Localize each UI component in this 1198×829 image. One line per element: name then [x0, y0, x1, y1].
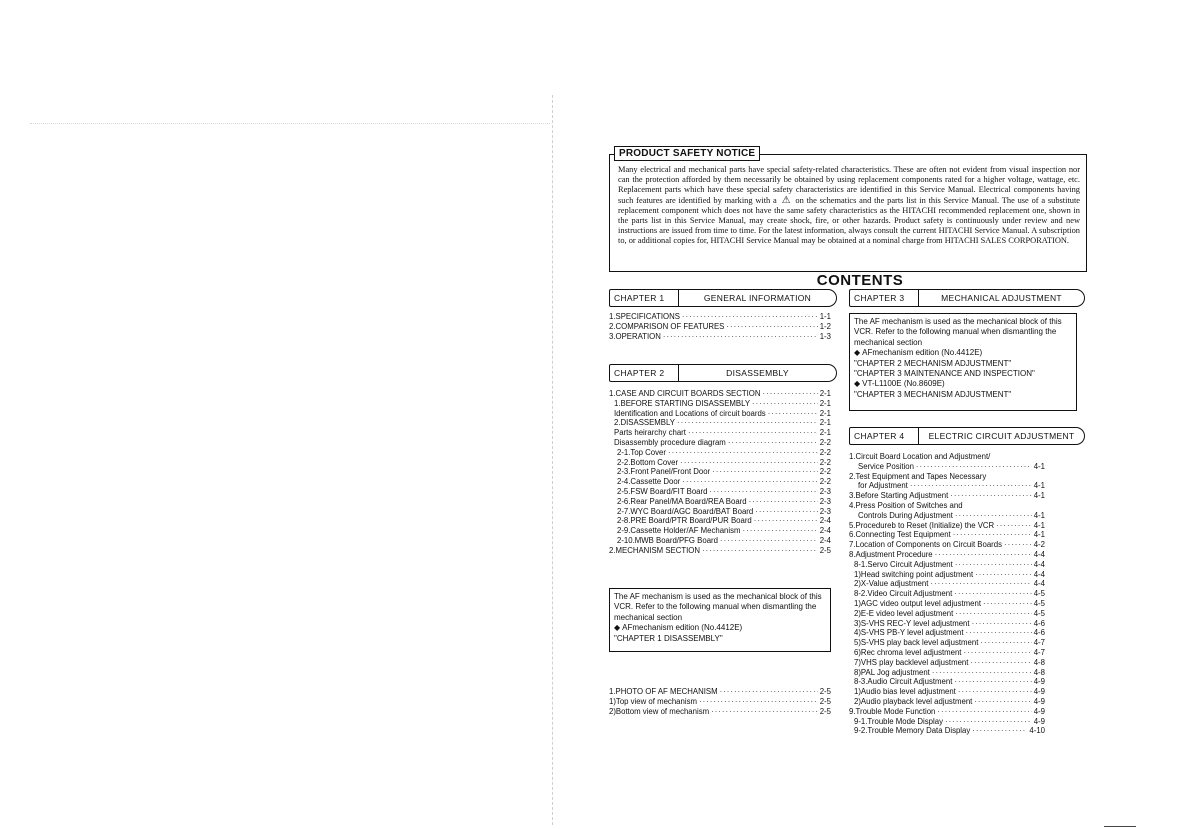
- toc-leader-dots: [910, 481, 1032, 491]
- chapter-3-header: [849, 289, 1085, 307]
- toc-entry-label: 9-1.Trouble Mode Display: [854, 716, 943, 726]
- note-chapter-line: "CHAPTER 2 MECHANISM ADJUSTMENT": [854, 358, 1012, 368]
- toc-entry-label: 2.MECHANISM SECTION: [609, 545, 700, 555]
- toc-entry-label: 2-9.Cassette Holder/AF Mechanism: [617, 526, 741, 536]
- toc-entry: [849, 521, 1045, 531]
- toc-entry-page: 4-4: [1033, 579, 1045, 589]
- toc-leader-dots: [682, 312, 818, 322]
- toc-entry-label: 2-3.Front Panel/Front Door: [617, 467, 711, 477]
- toc-entry: [609, 477, 831, 487]
- toc-entry: [849, 628, 1045, 638]
- toc-leader-dots: [963, 648, 1031, 658]
- toc-entry: [609, 497, 831, 507]
- chapter-title: GENERAL INFORMATION: [703, 293, 812, 303]
- toc-entry: [849, 697, 1045, 707]
- toc-leader-dots: [743, 526, 818, 536]
- toc-entry-page: 4-6: [1033, 618, 1045, 628]
- toc-leader-dots: [953, 530, 1032, 540]
- toc-entry-label: 1)Audio bias level adjustment: [854, 687, 956, 697]
- toc-entry-label: 1.BEFORE STARTING DISASSEMBLY: [614, 398, 751, 408]
- toc-entry: [849, 658, 1045, 668]
- toc-entry: [849, 491, 1045, 501]
- scan-artifact-line: [30, 123, 550, 124]
- toc-entry-label: Service Position: [858, 461, 914, 471]
- toc-entry: [609, 448, 831, 458]
- toc-entry: [849, 589, 1045, 599]
- warning-triangle-icon: ⚠: [781, 194, 791, 206]
- toc-entry-label: 8-3.Audio Circuit Adjustment: [854, 677, 953, 687]
- toc-entry-page: 4-1: [1033, 510, 1045, 520]
- toc-entry-label: 3.OPERATION: [609, 331, 661, 341]
- safety-notice-title: PRODUCT SAFETY NOTICE: [614, 146, 760, 161]
- toc-entry: [609, 458, 831, 468]
- toc-leader-dots: [752, 399, 818, 409]
- toc-entry-label: 2)Bottom view of mechanism: [609, 706, 710, 716]
- toc-entry-page: 4-9: [1033, 687, 1045, 697]
- toc-leader-dots: [945, 717, 1032, 727]
- toc-entry: [849, 579, 1045, 589]
- toc-entry: [609, 332, 831, 342]
- toc-entry: [849, 570, 1045, 580]
- toc-entry-label: 2-6.Rear Panel/MA Board/REA Board: [617, 496, 747, 506]
- chapter-number: CHAPTER 1: [610, 290, 679, 306]
- toc-entry: [609, 389, 831, 399]
- toc-entry-label: 3.Before Starting Adjustment: [849, 491, 949, 501]
- toc-leader-dots: [970, 658, 1031, 668]
- toc-entry-page: 4-7: [1033, 647, 1045, 657]
- toc-entry: [609, 312, 831, 322]
- toc-entry: [609, 516, 831, 526]
- toc-entry-page: 2-4: [819, 526, 831, 536]
- toc-entry: [849, 619, 1045, 629]
- toc-leader-dots: [726, 322, 817, 332]
- toc-entry-page: 4-5: [1033, 598, 1045, 608]
- toc-entry-label: 1.Circuit Board Location and Adjustment/: [849, 452, 991, 461]
- safety-notice-text: [618, 165, 1080, 247]
- toc-entry-label: 4.Press Position of Switches and: [849, 500, 963, 510]
- toc-entry-label: 6.Connecting Test Equipment: [849, 530, 951, 540]
- toc-leader-dots: [720, 536, 818, 546]
- toc-entry: [849, 550, 1045, 560]
- chapter-2-toc: [609, 389, 831, 556]
- toc-entry-label: for Adjustment: [858, 481, 908, 491]
- toc-entry-page: 4-9: [1033, 677, 1045, 687]
- toc-entry: [849, 540, 1045, 550]
- toc-entry-label: 2)Audio playback level adjustment: [854, 696, 973, 706]
- toc-entry-page: 1-2: [819, 321, 831, 331]
- toc-entry-label: 2-8.PRE Board/PTR Board/PUR Board: [617, 516, 752, 526]
- toc-entry: [609, 687, 831, 697]
- toc-entry-page: 4-5: [1033, 589, 1045, 599]
- toc-entry: [609, 546, 831, 556]
- toc-entry: [609, 428, 831, 438]
- note-manual-line: ◆ AFmechanism edition (No.4412E): [854, 348, 983, 358]
- toc-leader-dots: [663, 332, 818, 342]
- toc-entry-label: 2.Test Equipment and Tapes Necessary: [849, 471, 987, 481]
- toc-leader-dots: [950, 491, 1031, 501]
- toc-leader-dots: [916, 462, 1032, 472]
- toc-leader-dots: [688, 428, 818, 438]
- toc-entry-label: 1.PHOTO OF AF MECHANISM: [609, 687, 718, 696]
- toc-entry-label: 8)PAL Jog adjustment: [854, 667, 930, 677]
- toc-entry-label: 5)S-VHS play back level adjustment: [854, 638, 979, 648]
- toc-leader-dots: [972, 726, 1027, 736]
- toc-leader-dots: [702, 546, 818, 556]
- note-chapter-line: "CHAPTER 3 MECHANISM ADJUSTMENT": [854, 389, 1012, 399]
- toc-leader-dots: [974, 697, 1031, 707]
- toc-entry-label: 8-1.Servo Circuit Adjustment: [854, 559, 953, 569]
- toc-leader-dots: [682, 477, 817, 487]
- diamond-bullet-icon: ◆: [854, 379, 861, 389]
- toc-entry-label: 8-2.Video Circuit Adjustment: [854, 589, 953, 599]
- toc-entry-label: 2-7.WYC Board/AGC Board/BAT Board: [617, 506, 754, 516]
- toc-entry-page: 2-3: [819, 496, 831, 506]
- toc-entry-page: 2-5: [819, 545, 831, 555]
- toc-leader-dots: [668, 448, 818, 458]
- toc-leader-dots: [709, 487, 817, 497]
- chapter-4-header: [849, 427, 1085, 445]
- note-text: The AF mechanism is used as the mechanical block of this VCR. Refer to the following manual when dismantling the mechanical section: [614, 592, 822, 622]
- toc-entry-label: 2.DISASSEMBLY: [614, 418, 675, 428]
- toc-entry: [609, 467, 831, 477]
- toc-leader-dots: [1004, 540, 1032, 550]
- toc-entry-page: 4-4: [1033, 559, 1045, 569]
- toc-entry-page: 2-5: [819, 696, 831, 706]
- toc-entry-page: 2-3: [819, 486, 831, 496]
- toc-leader-dots: [983, 599, 1032, 609]
- toc-entry-page: 4-8: [1033, 667, 1045, 677]
- toc-entry: [849, 462, 1045, 472]
- toc-entry-page: 2-2: [819, 437, 831, 447]
- toc-entry: [609, 438, 831, 448]
- toc-entry-label: 7.Location of Components on Circuit Boards: [849, 540, 1002, 550]
- toc-entry-page: 4-9: [1033, 716, 1045, 726]
- toc-entry-page: 4-5: [1033, 608, 1045, 618]
- toc-entry-label: Identification and Locations of circuit boards: [614, 408, 766, 418]
- note-text: The AF mechanism is used as the mechanical block of this VCR. Refer to the following manual when dismantling the mechanical section: [854, 317, 1062, 347]
- chapter-1-header: [609, 289, 837, 307]
- toc-leader-dots: [954, 677, 1031, 687]
- toc-leader-dots: [932, 668, 1032, 678]
- chapter-number: CHAPTER 2: [610, 365, 679, 381]
- toc-entry: [849, 668, 1045, 678]
- toc-entry: [609, 697, 831, 707]
- toc-leader-dots: [930, 579, 1031, 589]
- toc-entry-page: 2-2: [819, 467, 831, 477]
- chapter-number: CHAPTER 3: [850, 290, 919, 306]
- corner-mark: [1104, 826, 1136, 827]
- toc-leader-dots: [728, 438, 818, 448]
- toc-entry: [609, 409, 831, 419]
- note-manual-line: ◆ AFmechanism edition (No.4412E): [614, 623, 743, 633]
- toc-entry: [609, 526, 831, 536]
- toc-entry: [849, 648, 1045, 658]
- toc-entry-label: Disassembly procedure diagram: [614, 437, 726, 447]
- toc-entry-page: 2-1: [819, 398, 831, 408]
- toc-entry: [849, 511, 1045, 521]
- toc-entry-page: 4-6: [1033, 628, 1045, 638]
- chapter-4-toc: [849, 452, 1045, 736]
- toc-leader-dots: [720, 687, 818, 697]
- toc-entry: [609, 322, 831, 332]
- toc-entry-label: 1)AGC video output level adjustment: [854, 598, 981, 608]
- toc-entry-page: 4-1: [1033, 530, 1045, 540]
- toc-entry-label: 7)VHS play backlevel adjustment: [854, 657, 969, 667]
- toc-entry: [849, 707, 1045, 717]
- chapter-3-note-box: [849, 313, 1077, 411]
- toc-entry-label: 2-10.MWB Board/PFG Board: [617, 535, 718, 545]
- toc-entry-page: 2-1: [819, 408, 831, 418]
- toc-entry-page: 4-9: [1033, 706, 1045, 716]
- toc-entry: [849, 472, 1045, 482]
- page-fold-line: [552, 95, 554, 825]
- toc-entry-page: 2-4: [819, 535, 831, 545]
- toc-entry-page: 4-7: [1033, 638, 1045, 648]
- toc-entry: [609, 707, 831, 717]
- toc-entry: [849, 501, 1045, 511]
- toc-entry-label: 1)Head switching point adjustment: [854, 569, 974, 579]
- toc-leader-dots: [937, 707, 1031, 717]
- toc-entry-label: 2)E-E video level adjustment: [854, 608, 954, 618]
- toc-leader-dots: [980, 638, 1031, 648]
- toc-entry-page: 2-1: [819, 389, 831, 398]
- toc-entry: [849, 687, 1045, 697]
- toc-entry-page: 2-1: [819, 428, 831, 438]
- toc-entry-page: 4-10: [1029, 726, 1045, 736]
- toc-entry: [849, 452, 1045, 462]
- toc-entry: [849, 530, 1045, 540]
- toc-leader-dots: [966, 628, 1032, 638]
- toc-entry-page: 2-2: [819, 477, 831, 487]
- toc-leader-dots: [955, 511, 1032, 521]
- toc-entry-label: 2)X-Value adjustment: [854, 579, 929, 589]
- contents-heading: CONTENTS: [816, 272, 904, 289]
- toc-entry: [849, 726, 1045, 736]
- toc-leader-dots: [680, 458, 818, 468]
- toc-leader-dots: [955, 560, 1032, 570]
- toc-leader-dots: [711, 707, 818, 717]
- toc-entry: [609, 418, 831, 428]
- toc-entry-label: 9.Trouble Mode Function: [849, 706, 936, 716]
- toc-leader-dots: [935, 550, 1032, 560]
- toc-entry-page: 4-1: [1033, 520, 1045, 530]
- toc-leader-dots: [958, 687, 1032, 697]
- toc-entry-page: 4-9: [1033, 696, 1045, 706]
- note-chapter-line: "CHAPTER 1 DISASSEMBLY": [614, 633, 723, 643]
- toc-leader-dots: [677, 418, 818, 428]
- toc-entry-label: 9-2.Trouble Memory Data Display: [854, 726, 971, 736]
- toc-leader-dots: [749, 497, 818, 507]
- toc-leader-dots: [754, 516, 818, 526]
- toc-entry-label: 2-1.Top Cover: [617, 447, 666, 457]
- diamond-bullet-icon: ◆: [854, 348, 861, 358]
- toc-entry-page: 4-1: [1033, 491, 1045, 501]
- toc-entry-label: 5.Procedureb to Reset (Initialize) the VCR: [849, 520, 995, 530]
- toc-leader-dots: [954, 589, 1031, 599]
- toc-entry-page: 4-2: [1033, 540, 1045, 550]
- toc-leader-dots: [955, 609, 1031, 619]
- toc-leader-dots: [763, 389, 818, 399]
- toc-leader-dots: [755, 507, 818, 517]
- chapter-title: MECHANICAL ADJUSTMENT: [941, 293, 1062, 303]
- chapter-number: CHAPTER 4: [850, 428, 919, 444]
- toc-leader-dots: [712, 467, 818, 477]
- chapter-title: DISASSEMBLY: [726, 368, 789, 378]
- toc-entry-label: 8.Adjustment Procedure: [849, 549, 933, 559]
- toc-entry-label: 1.SPECIFICATIONS: [609, 312, 680, 321]
- toc-entry-page: 4-1: [1033, 461, 1045, 471]
- toc-entry-page: 4-4: [1033, 549, 1045, 559]
- toc-entry-label: 2-4.Cassette Door: [617, 477, 681, 487]
- toc-entry-label: 4)S-VHS PB-Y level adjustment: [854, 628, 964, 638]
- toc-entry-page: 2-4: [819, 516, 831, 526]
- chapter-2-header: [609, 364, 837, 382]
- toc-entry: [609, 536, 831, 546]
- toc-entry: [849, 638, 1045, 648]
- diamond-bullet-icon: ◆: [614, 623, 621, 633]
- toc-entry-label: Parts heirarchy chart: [614, 428, 686, 438]
- toc-entry: [849, 560, 1045, 570]
- toc-entry-label: 2-2.Bottom Cover: [617, 457, 679, 467]
- safety-text-part2: on the schematics and the parts list in this Service Manual. The use of a substitute replacement component which does not have the same safety characteristics as the HITACHI recommended replacement one, shown in the parts list in this Service Manual, may create shock, fire, or other hazards. Product safety is continuously under review and new instructions are issued from time to time. For the latest information, always consult the current HITACHI Service Manual. A subscription to, or additional copies for, HITACHI Service Manual may be obtained at a nominal charge from HITACHI SALES CORPORATION.: [618, 195, 1081, 246]
- toc-entry-page: 2-2: [819, 447, 831, 457]
- toc-entry: [849, 609, 1045, 619]
- toc-entry-label: 6)Rec chroma level adjustment: [854, 647, 962, 657]
- chapter-1-toc: [609, 312, 831, 341]
- toc-entry-page: 2-5: [819, 687, 831, 696]
- toc-entry-page: 4-8: [1033, 657, 1045, 667]
- toc-entry-page: 4-4: [1033, 569, 1045, 579]
- toc-entry-page: 4-1: [1033, 481, 1045, 491]
- safety-text-part1: Many electrical and mechanical parts have special safety-related characteristics. These are often not evident from visual inspection nor can the protection afforded by them necessarily be obtained by using replacement components rated for a higher voltage, wattage, etc. Replacement parts which have these special safety characteristics are identified in this Service Manual. Electrical components having such features are identified by marking with a: [618, 165, 1080, 205]
- toc-entry-label: 2-5.FSW Board/FIT Board: [617, 486, 708, 496]
- toc-entry-page: 2-1: [819, 418, 831, 428]
- toc-entry-label: 1.CASE AND CIRCUIT BOARDS SECTION: [609, 389, 761, 398]
- chapter-title: ELECTRIC CIRCUIT ADJUSTMENT: [928, 431, 1075, 441]
- product-safety-notice: [609, 148, 1087, 272]
- toc-entry: [609, 507, 831, 517]
- toc-leader-dots: [972, 619, 1032, 629]
- toc-entry: [849, 481, 1045, 491]
- chapter-2-photo-toc: [609, 687, 831, 716]
- toc-entry: [609, 487, 831, 497]
- toc-entry-page: 1-3: [819, 331, 831, 341]
- toc-entry: [849, 677, 1045, 687]
- toc-leader-dots: [768, 409, 818, 419]
- toc-leader-dots: [699, 697, 818, 707]
- toc-entry-label: 2.COMPARISON OF FEATURES: [609, 321, 725, 331]
- toc-entry-label: 3)S-VHS REC-Y level adjustment: [854, 618, 970, 628]
- toc-leader-dots: [975, 570, 1032, 580]
- toc-entry-page: 2-5: [819, 706, 831, 716]
- toc-entry: [849, 599, 1045, 609]
- toc-entry-page: 2-2: [819, 457, 831, 467]
- toc-entry-label: 1)Top view of mechanism: [609, 696, 697, 706]
- toc-entry: [849, 717, 1045, 727]
- toc-entry: [609, 399, 831, 409]
- note-manual-line: ◆ VT-L1100E (No.8609E): [854, 379, 945, 389]
- note-chapter-line: "CHAPTER 3 MAINTENANCE AND INSPECTION": [854, 369, 1035, 379]
- toc-entry-page: 2-3: [819, 506, 831, 516]
- toc-leader-dots: [996, 521, 1032, 531]
- toc-entry-page: 1-1: [819, 312, 831, 321]
- chapter-2-note-box: [609, 588, 831, 652]
- toc-entry-label: Controls During Adjustment: [858, 510, 953, 520]
